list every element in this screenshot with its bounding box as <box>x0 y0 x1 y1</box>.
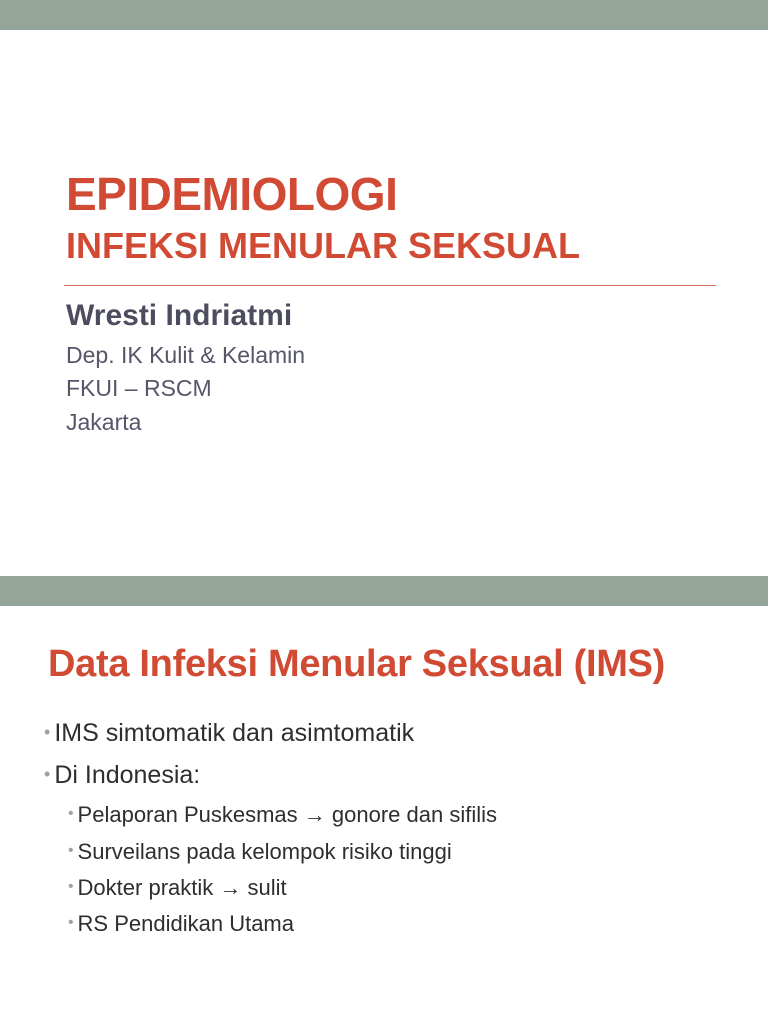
arrow-right-icon: → <box>219 875 242 900</box>
bullet-icon: • <box>68 805 74 823</box>
bullet-text: Di Indonesia: <box>54 761 201 789</box>
affiliation-city: Jakarta <box>66 409 142 435</box>
slide-title: Data Infeksi Menular Seksual (IMS) <box>48 643 665 685</box>
sub-bullet-item <box>68 909 294 940</box>
slide-header-bar <box>0 0 768 30</box>
bullet-text: IMS simtomatik dan asimtomatik <box>54 719 415 747</box>
slide-header-bar <box>0 576 768 606</box>
affiliation-department: Dep. IK Kulit & Kelamin <box>66 342 306 368</box>
bullet-icon: • <box>68 878 74 896</box>
sub-bullet-text: Dokter praktik <box>77 875 220 900</box>
sub-bullet-item <box>68 837 452 868</box>
sub-bullet-text: RS Pendidikan Utama <box>77 911 294 936</box>
sub-bullet-text-after: gonore dan sifilis <box>325 802 497 827</box>
slide-title: EPIDEMIOLOGI <box>66 168 398 220</box>
sub-bullet-text-after: sulit <box>241 875 287 900</box>
bullet-icon: • <box>68 914 74 932</box>
sub-bullet-text: Pelaporan Puskesmas <box>77 802 304 827</box>
author-name: Wresti Indriatmi <box>66 299 293 332</box>
affiliation-institution: FKUI – RSCM <box>66 375 212 401</box>
bullet-item <box>44 717 414 750</box>
bullet-icon: • <box>44 722 51 743</box>
bullet-item <box>44 759 200 792</box>
bullet-icon: • <box>44 764 51 785</box>
content-slide <box>0 576 768 1024</box>
arrow-right-icon: → <box>303 802 326 827</box>
bullet-icon: • <box>68 842 74 860</box>
sub-bullet-text: Surveilans pada kelompok risiko tinggi <box>77 839 452 864</box>
slide-subtitle: INFEKSI MENULAR SEKSUAL <box>66 225 581 266</box>
title-divider <box>64 285 716 286</box>
sub-bullet-item <box>68 873 287 904</box>
sub-bullet-item <box>68 800 497 831</box>
